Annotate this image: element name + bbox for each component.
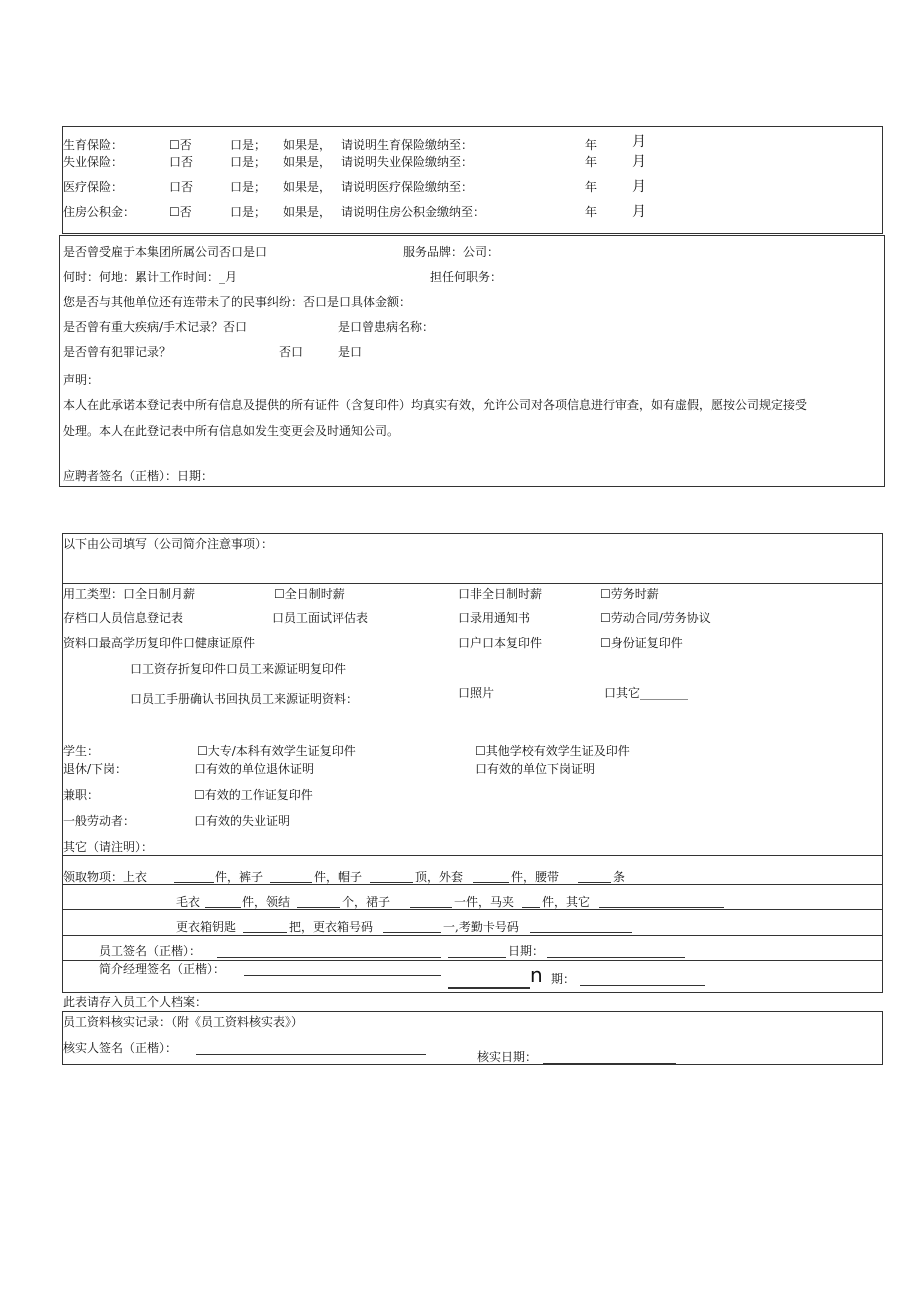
archive-photo[interactable]: 口照片 bbox=[458, 686, 495, 700]
employee-signature-label: 员工签名（正楷）： bbox=[99, 944, 202, 958]
insurance-desc: 请说明住房公积金缴纳至： bbox=[341, 205, 486, 219]
when-where-label: 何时：何地：累计工作时间：_月 bbox=[63, 270, 238, 284]
jacket-qty-field[interactable] bbox=[473, 882, 509, 883]
coat-qty-field[interactable] bbox=[174, 882, 214, 883]
attendance-card-label: 一,考勤卡号码 bbox=[443, 920, 519, 934]
company-header: 以下由公司填写（公司简介注意事项）： bbox=[63, 537, 274, 551]
retired-label: 退休/下岗： bbox=[63, 762, 128, 776]
other-items-field[interactable] bbox=[599, 907, 724, 908]
locker-number-field[interactable] bbox=[383, 932, 441, 933]
items-label-coat: 领取物项：上衣 bbox=[63, 870, 148, 884]
employment-type-monthly[interactable]: 用工类型：口全日制月薪 bbox=[63, 587, 196, 601]
employment-type-part-time[interactable]: 口非全日制时薪 bbox=[458, 587, 543, 601]
insurance-desc: 请说明失业保险缴纳至： bbox=[341, 155, 474, 169]
disputes-question: 您是否与其他单位还有连带未了的民事纠纷：否口是口具体金额： bbox=[63, 295, 412, 309]
student-label: 学生： bbox=[63, 744, 100, 758]
employed-before-question: 是否曾受雇于本集团所属公司否口是口 bbox=[63, 245, 268, 259]
year-label: 年 bbox=[585, 155, 598, 169]
employment-type-labor[interactable]: ☐劳务时薪 bbox=[600, 587, 659, 601]
month-label: 月 bbox=[632, 204, 646, 220]
parttime-option-workcard[interactable]: ☐有效的工作证复印件 bbox=[194, 788, 313, 802]
sweater-qty-field[interactable] bbox=[205, 907, 241, 908]
locker-key-label: 更衣箱钥匙 bbox=[176, 920, 237, 934]
criminal-no-checkbox[interactable]: 否口 bbox=[279, 345, 304, 359]
laborer-label: 一般劳动者： bbox=[63, 814, 136, 828]
manager-date-label: 期： bbox=[551, 972, 576, 986]
month-label: 月 bbox=[632, 179, 646, 195]
no-checkbox[interactable]: ☐否 bbox=[169, 138, 192, 152]
hat-qty-field[interactable] bbox=[370, 882, 413, 883]
divider bbox=[62, 855, 883, 856]
items-label-pants: 件，裤子 bbox=[215, 870, 264, 884]
manager-signature-label: 简介经理签名（正楷）： bbox=[99, 962, 226, 976]
items-label-hat: 件，帽子 bbox=[314, 870, 363, 884]
manager-signature-field[interactable] bbox=[244, 975, 441, 976]
year-label: 年 bbox=[585, 180, 598, 194]
divider bbox=[62, 884, 883, 885]
verifier-signature-field[interactable] bbox=[196, 1054, 426, 1055]
archive-info-form[interactable]: 存档口人员信息登记表 bbox=[63, 611, 184, 625]
archive-payroll-source[interactable]: 口工资存折复印件口员工来源证明复印件 bbox=[130, 662, 347, 676]
locker-key-field[interactable] bbox=[243, 932, 287, 933]
archive-education-health[interactable]: 资料口最高学历复印件口健康证原件 bbox=[63, 636, 256, 650]
yes-checkbox[interactable]: 口是； bbox=[230, 155, 267, 169]
year-label: 年 bbox=[585, 138, 598, 152]
pants-qty-field[interactable] bbox=[270, 882, 312, 883]
employee-date-label: 日期： bbox=[508, 944, 545, 958]
no-checkbox[interactable]: ☐否 bbox=[169, 205, 192, 219]
no-checkbox[interactable]: 口否 bbox=[169, 180, 194, 194]
skirt-qty-field[interactable] bbox=[410, 907, 452, 908]
year-label: 年 bbox=[585, 205, 598, 219]
if-yes-text: 如果是， bbox=[283, 205, 332, 219]
items-label-skirt: 个，裙子 bbox=[342, 895, 391, 909]
items-label-other: 件，其它 bbox=[542, 895, 591, 909]
month-label: 月 bbox=[632, 134, 646, 150]
service-brand-label: 服务品牌：公司： bbox=[403, 245, 500, 259]
vest-qty-field[interactable] bbox=[522, 907, 540, 908]
insurance-label: 生育保险： bbox=[63, 138, 124, 152]
items-label-belt-unit: 条 bbox=[613, 870, 626, 884]
if-yes-text: 如果是， bbox=[283, 138, 332, 152]
locker-number-label: 把，更衣箱号码 bbox=[289, 920, 374, 934]
divider bbox=[62, 935, 883, 936]
insurance-desc: 请说明医疗保险缴纳至： bbox=[341, 180, 474, 194]
insurance-label: 住房公积金： bbox=[63, 205, 136, 219]
position-label: 担任何职务： bbox=[430, 270, 503, 284]
insurance-label: 医疗保险： bbox=[63, 180, 124, 194]
other-notes-label: 其它（请注明）： bbox=[63, 840, 154, 854]
applicant-signature-label: 应聘者签名（正楷）：日期： bbox=[63, 469, 214, 483]
month-label: 月 bbox=[632, 154, 646, 170]
retired-option-layoff[interactable]: 口有效的单位下岗证明 bbox=[475, 762, 596, 776]
yes-checkbox[interactable]: 口是； bbox=[230, 138, 267, 152]
student-option-college[interactable]: ☐大专/本科有效学生证复印件 bbox=[197, 744, 356, 758]
declaration-line-1: 本人在此承诺本登记表中所有信息及提供的所有证件（含复印件）均真实有效，允许公司对各项信息进行审查，如有虚假，愿按公司规定接受 bbox=[63, 398, 808, 412]
employee-signature-field[interactable] bbox=[217, 957, 441, 958]
employee-signature-field-2[interactable] bbox=[448, 957, 506, 958]
verifier-signature-label: 核实人签名（正楷）： bbox=[63, 1041, 178, 1055]
employment-type-hourly[interactable]: ☐全日制时薪 bbox=[274, 587, 345, 601]
parttime-label: 兼职： bbox=[63, 788, 100, 802]
if-yes-text: 如果是， bbox=[283, 180, 332, 194]
items-label-bowtie: 件，领结 bbox=[242, 895, 291, 909]
illness-question: 是否曾有重大疾病/手术记录？否口 bbox=[63, 320, 248, 334]
items-label-belt: 件，腰带 bbox=[511, 870, 560, 884]
archive-id-copy[interactable]: ☐身份证复印件 bbox=[600, 636, 683, 650]
archive-labor-contract[interactable]: ☐劳动合同/劳务协议 bbox=[600, 611, 711, 625]
attendance-card-field[interactable] bbox=[530, 932, 632, 933]
declaration-line-2: 处理。本人在此登记表中所有信息如发生变更会及时通知公司。 bbox=[63, 424, 400, 438]
archive-household-register[interactable]: 口户口本复印件 bbox=[458, 636, 543, 650]
items-label-jacket: 顶，外套 bbox=[415, 870, 464, 884]
items-label-vest: 一件，马夹 bbox=[454, 895, 515, 909]
student-option-other[interactable]: ☐其他学校有效学生证及印件 bbox=[475, 744, 630, 758]
criminal-question: 是否曾有犯罪记录？ bbox=[63, 345, 172, 359]
archive-note: 此表请存入员工个人档案： bbox=[63, 995, 208, 1009]
manager-date-underline bbox=[448, 987, 530, 989]
laborer-option-unemployment[interactable]: 口有效的失业证明 bbox=[194, 814, 291, 828]
divider bbox=[62, 960, 883, 961]
divider bbox=[62, 909, 883, 910]
insurance-label: 失业保险： bbox=[63, 155, 124, 169]
date-glyph: n bbox=[530, 963, 543, 987]
archive-handbook-receipt[interactable]: 口员工手册确认书回执员工来源证明资料： bbox=[130, 692, 359, 706]
bowtie-qty-field[interactable] bbox=[297, 907, 340, 908]
verification-record-label: 员工资料核实记录：（附《员工资料核实表》） bbox=[63, 1015, 304, 1029]
criminal-yes-checkbox[interactable]: 是口 bbox=[338, 345, 363, 359]
no-checkbox[interactable]: 口否 bbox=[169, 155, 194, 169]
yes-checkbox[interactable]: 口是； bbox=[230, 180, 267, 194]
items-label-sweater: 毛衣 bbox=[176, 895, 201, 909]
verify-date-field[interactable] bbox=[543, 1063, 676, 1064]
manager-date-field[interactable] bbox=[580, 985, 705, 986]
verify-date-label: 核实日期： bbox=[477, 1050, 538, 1064]
if-yes-text: 如果是， bbox=[283, 155, 332, 169]
archive-offer-letter[interactable]: 口录用通知书 bbox=[458, 611, 531, 625]
divider bbox=[62, 583, 883, 584]
archive-other[interactable]: 口其它________ bbox=[604, 686, 689, 700]
illness-name-label: 是口曾患病名称： bbox=[338, 320, 435, 334]
employee-date-field[interactable] bbox=[547, 957, 685, 958]
belt-qty-field[interactable] bbox=[578, 882, 611, 883]
archive-interview-eval[interactable]: 口员工面试评估表 bbox=[272, 611, 369, 625]
retired-option-retirement[interactable]: 口有效的单位退休证明 bbox=[194, 762, 315, 776]
insurance-desc: 请说明生育保险缴纳至： bbox=[341, 138, 474, 152]
yes-checkbox[interactable]: 口是； bbox=[230, 205, 267, 219]
declaration-title: 声明： bbox=[63, 373, 100, 387]
